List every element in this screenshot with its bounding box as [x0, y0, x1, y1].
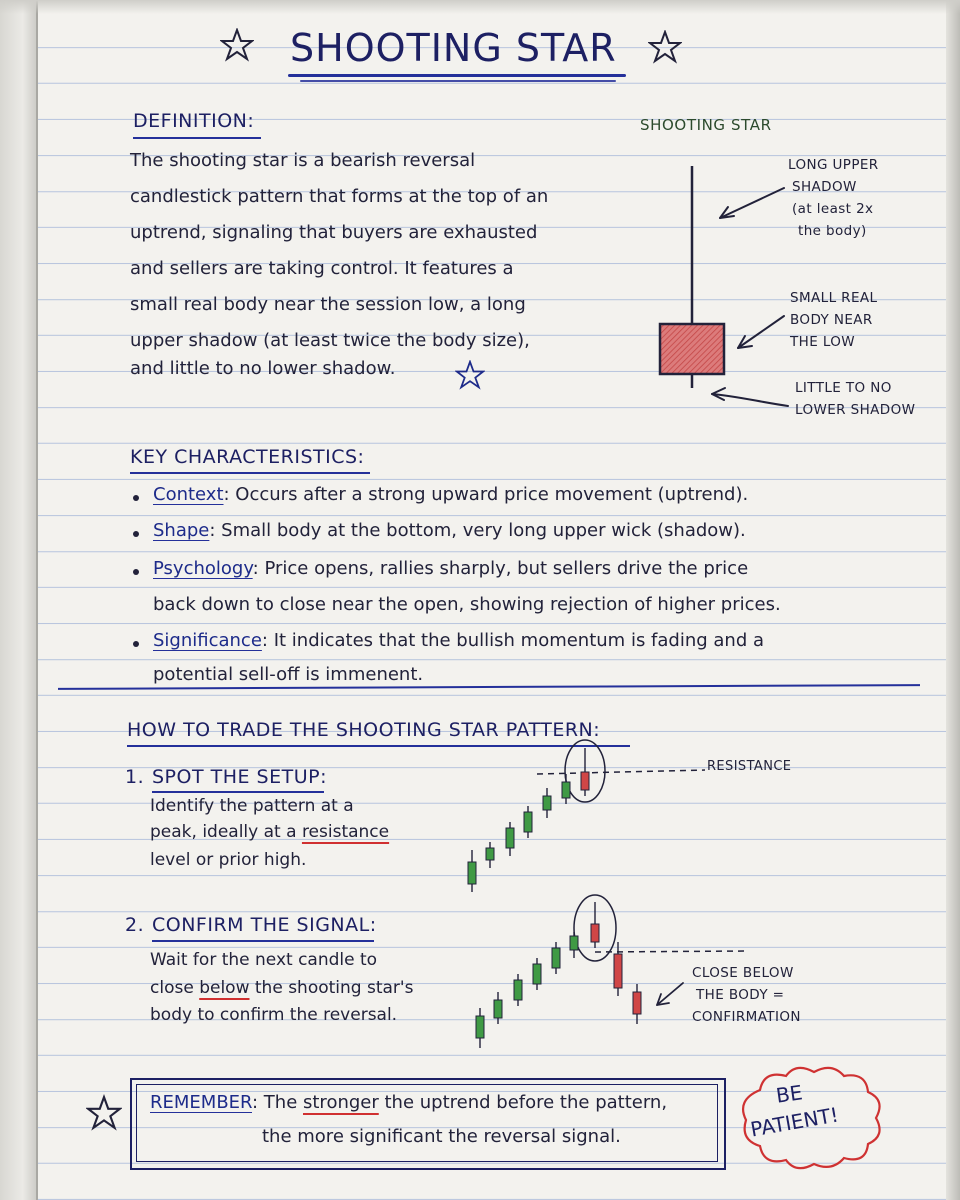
resistance-line — [537, 770, 705, 774]
candle-body — [570, 936, 578, 950]
arrow-upper — [720, 188, 784, 218]
title-underline — [300, 80, 616, 82]
characteristic-cont: back down to close near the open, showing rejection of higher prices. — [153, 594, 781, 615]
badge-line: PATIENT! — [748, 1102, 841, 1142]
remember-line: the more significant the reversal signal. — [262, 1126, 621, 1147]
step1-title: SPOT THE SETUP: — [152, 766, 327, 788]
step2-number: 2. — [125, 914, 145, 936]
star-icon — [455, 360, 485, 390]
candle-body — [476, 1016, 484, 1038]
diagram-arrows — [700, 170, 960, 420]
characteristic-item: Context: Occurs after a strong upward price movement (uptrend). — [153, 484, 749, 505]
heading-underline — [152, 940, 374, 942]
definition-line: candlestick pattern that forms at the top of an — [130, 186, 549, 207]
definition-line: and little to no lower shadow. — [130, 358, 396, 379]
candle-body — [543, 796, 551, 810]
candle-body — [506, 828, 514, 848]
trade-heading: HOW TO TRADE THE SHOOTING STAR PATTERN: — [127, 719, 601, 741]
candle-body — [486, 848, 494, 860]
star-icon — [86, 1094, 122, 1132]
definition-line: uptrend, signaling that buyers are exhausted — [130, 222, 538, 243]
binding-edge — [36, 0, 38, 1200]
candle-body — [514, 980, 522, 1000]
heading-underline — [152, 791, 324, 793]
characteristic-cont: potential sell-off is immenent. — [153, 664, 424, 685]
step2-line: close below the shooting star's — [150, 978, 414, 998]
candle-body — [562, 782, 570, 798]
badge-line: BE — [774, 1080, 804, 1108]
step1-line: Identify the pattern at a — [150, 796, 354, 816]
candle-body — [494, 1000, 502, 1018]
step1-line: level or prior high. — [150, 850, 307, 870]
star-icon — [648, 30, 682, 64]
step2-title: CONFIRM THE SIGNAL: — [152, 914, 377, 936]
star-icon — [220, 28, 254, 62]
diagram-title: SHOOTING STAR — [640, 116, 772, 134]
candle-body — [581, 772, 589, 790]
bullet — [133, 569, 139, 575]
candle-body — [533, 964, 541, 984]
definition-heading: DEFINITION: — [133, 110, 255, 132]
characteristic-item: Psychology: Price opens, rallies sharply, but sellers drive the price — [153, 558, 749, 579]
definition-line: upper shadow (at least twice the body size), — [130, 330, 530, 351]
definition-line: and sellers are taking control. It features a — [130, 258, 514, 279]
diagram-label-lower: LITTLE TO NO LOWER SHADOW — [795, 380, 916, 418]
arrow-body — [738, 316, 784, 348]
candle-body — [591, 924, 599, 942]
candle-body — [614, 954, 622, 988]
characteristic-item: Significance: It indicates that the bullish momentum is fading and a — [153, 630, 765, 651]
heading-underline — [133, 137, 261, 139]
step2-line: body to confirm the reversal. — [150, 1005, 398, 1025]
candle-body — [468, 862, 476, 884]
resistance-label: RESISTANCE — [707, 759, 792, 774]
confirmation-label: CLOSE BELOW THE BODY = CONFIRMATION — [692, 965, 801, 1025]
title-underline — [288, 74, 626, 77]
remember-line: REMEMBER: The stronger the uptrend before the pattern, — [150, 1092, 668, 1113]
candle-body — [633, 992, 641, 1014]
diagram-label-upper: LONG UPPER SHADOW (at least 2x the body) — [788, 157, 879, 239]
bullet — [133, 495, 139, 501]
page-top-shade — [0, 0, 960, 14]
characteristics-heading: KEY CHARACTERISTICS: — [130, 446, 365, 468]
definition-line: The shooting star is a bearish reversal — [130, 150, 476, 171]
bullet — [133, 641, 139, 647]
step2-line: Wait for the next candle to — [150, 950, 378, 970]
heading-underline — [130, 472, 370, 474]
step1-number: 1. — [125, 766, 145, 788]
characteristic-item: Shape: Small body at the bottom, very long upper wick (shadow). — [153, 520, 746, 541]
page-title: SHOOTING STAR — [290, 26, 617, 70]
candle-body — [552, 948, 560, 968]
step1-line: peak, ideally at a resistance — [150, 822, 390, 842]
definition-line: small real body near the session low, a long — [130, 294, 526, 315]
candle-body — [524, 812, 532, 832]
confirmation-arrow — [657, 983, 683, 1005]
notebook-binding — [0, 0, 38, 1200]
diagram-label-body: SMALL REAL BODY NEAR THE LOW — [790, 290, 878, 350]
bullet — [133, 531, 139, 537]
